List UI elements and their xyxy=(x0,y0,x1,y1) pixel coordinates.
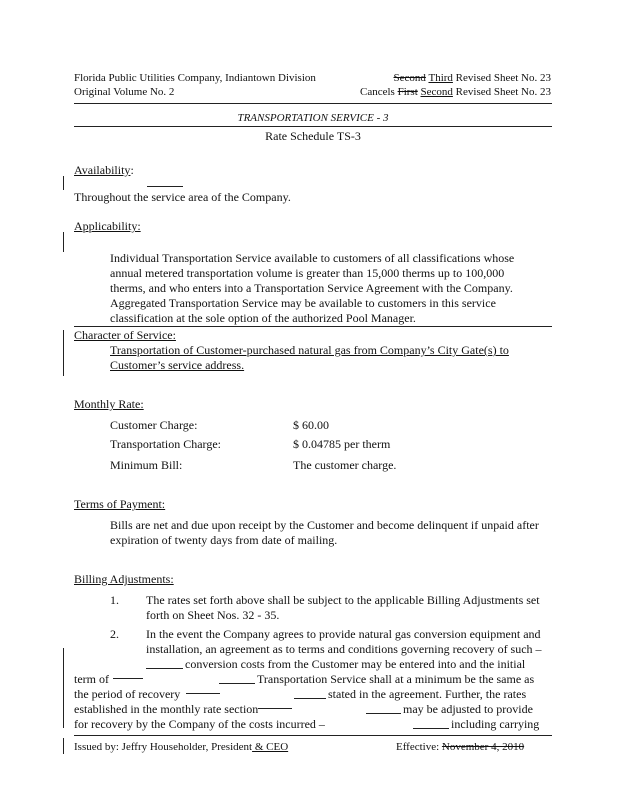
availability-heading: Availability: xyxy=(74,163,134,177)
sheet-number xyxy=(394,72,551,84)
minimum-bill-value: The customer charge. xyxy=(293,458,397,472)
header-rule xyxy=(74,103,552,104)
billing-line-4b: Transportation Service shall at a minimum be the same as xyxy=(257,672,535,686)
transportation-charge-label: Transportation Charge: xyxy=(110,437,221,451)
service-title: TRANSPORTATION SERVICE - 3 xyxy=(237,112,389,124)
blank-line xyxy=(219,683,255,684)
blank-line xyxy=(294,698,326,699)
title-rule xyxy=(74,126,552,127)
change-bar xyxy=(63,648,64,728)
character-heading: Character of Service: xyxy=(74,328,176,342)
issued-by: Issued by: Jeffry Householder, President & CEO xyxy=(74,741,289,753)
applicability-heading: Applicability: xyxy=(74,219,141,233)
change-bar xyxy=(63,330,64,376)
sheet-new: Third xyxy=(428,72,453,84)
billing-line-7b: including carrying xyxy=(451,717,540,731)
item-2-number: 2. xyxy=(110,627,119,641)
change-bar xyxy=(63,176,64,190)
billing-heading: Billing Adjustments: xyxy=(74,572,174,586)
change-bar xyxy=(63,738,64,754)
sheet-rest: Revised Sheet No. 23 xyxy=(452,72,551,84)
change-bar xyxy=(63,232,64,252)
billing-line-7a: for recovery by the Company of the costs incurred – xyxy=(74,717,325,731)
minimum-bill-label: Minimum Bill: xyxy=(110,458,183,472)
cancels-struck: First xyxy=(397,86,418,98)
billing-line-3: conversion costs from the Customer may be entered into and the initial xyxy=(185,657,526,671)
cancels-line xyxy=(360,86,551,98)
applicability-text: Individual Transportation Service available to customers of all classifications whose annual metered transportation volume is greater than 15,000 therms up to 100,000 therms, and who enters into a Transportation Service Agreement with the Company. Aggregated Transportation Service may be available to customers in this service classification at the sole option of the authorized Pool Manager. xyxy=(110,251,515,325)
availability-blank xyxy=(147,186,183,187)
monthly-rate-heading: Monthly Rate: xyxy=(74,397,144,411)
item-1-text: The rates set forth above shall be subject to the applicable Billing Adjustments set forth on Sheet Nos. 32 - 35. xyxy=(146,593,540,622)
cancels-rest: Revised Sheet No. 23 xyxy=(452,86,551,98)
sheet-struck: Second xyxy=(393,72,426,84)
blank-line xyxy=(146,668,183,669)
blank-line xyxy=(366,713,401,714)
rate-schedule-title: Rate Schedule TS-3 xyxy=(265,129,361,143)
company-line: Florida Public Utilities Company, Indiantown Division xyxy=(74,72,316,84)
terms-heading: Terms of Payment: xyxy=(74,497,166,511)
character-rule xyxy=(74,326,552,327)
dash-mark xyxy=(113,678,143,679)
volume-line: Original Volume No. 2 xyxy=(74,86,175,98)
character-text: Transportation of Customer-purchased natural gas from Company’s City Gate(s) to Customer’s service address. xyxy=(110,343,509,372)
item-1-number: 1. xyxy=(110,593,119,607)
customer-charge-label: Customer Charge: xyxy=(110,418,198,432)
transportation-charge-value: $ 0.04785 per therm xyxy=(293,437,391,451)
billing-line-6b: may be adjusted to provide xyxy=(403,702,533,716)
footer-rule xyxy=(74,735,552,736)
billing-line-5a: the period of recovery xyxy=(74,687,181,701)
dash-mark xyxy=(186,693,220,694)
billing-line-4a: term of xyxy=(74,672,109,686)
terms-text: Bills are net and due upon receipt by the Customer and become delinquent if unpaid after expiration of twenty days from date of mailing. xyxy=(110,518,539,547)
cancels-new: Second xyxy=(420,86,453,98)
blank-line xyxy=(413,728,449,729)
item-2-text: In the event the Company agrees to provide natural gas conversion equipment and installation, an agreement as to terms and conditions governing recovery of such – xyxy=(146,627,542,656)
billing-line-5b: stated in the agreement. Further, the rates xyxy=(328,687,527,701)
effective-date: Effective: November 4, 2010 xyxy=(396,741,525,753)
cancels-prefix: Cancels xyxy=(360,86,398,98)
billing-line-6a: established in the monthly rate section xyxy=(74,702,259,716)
customer-charge-value: $ 60.00 xyxy=(293,418,329,432)
dash-mark xyxy=(258,708,292,709)
availability-text: Throughout the service area of the Company. xyxy=(74,190,291,204)
